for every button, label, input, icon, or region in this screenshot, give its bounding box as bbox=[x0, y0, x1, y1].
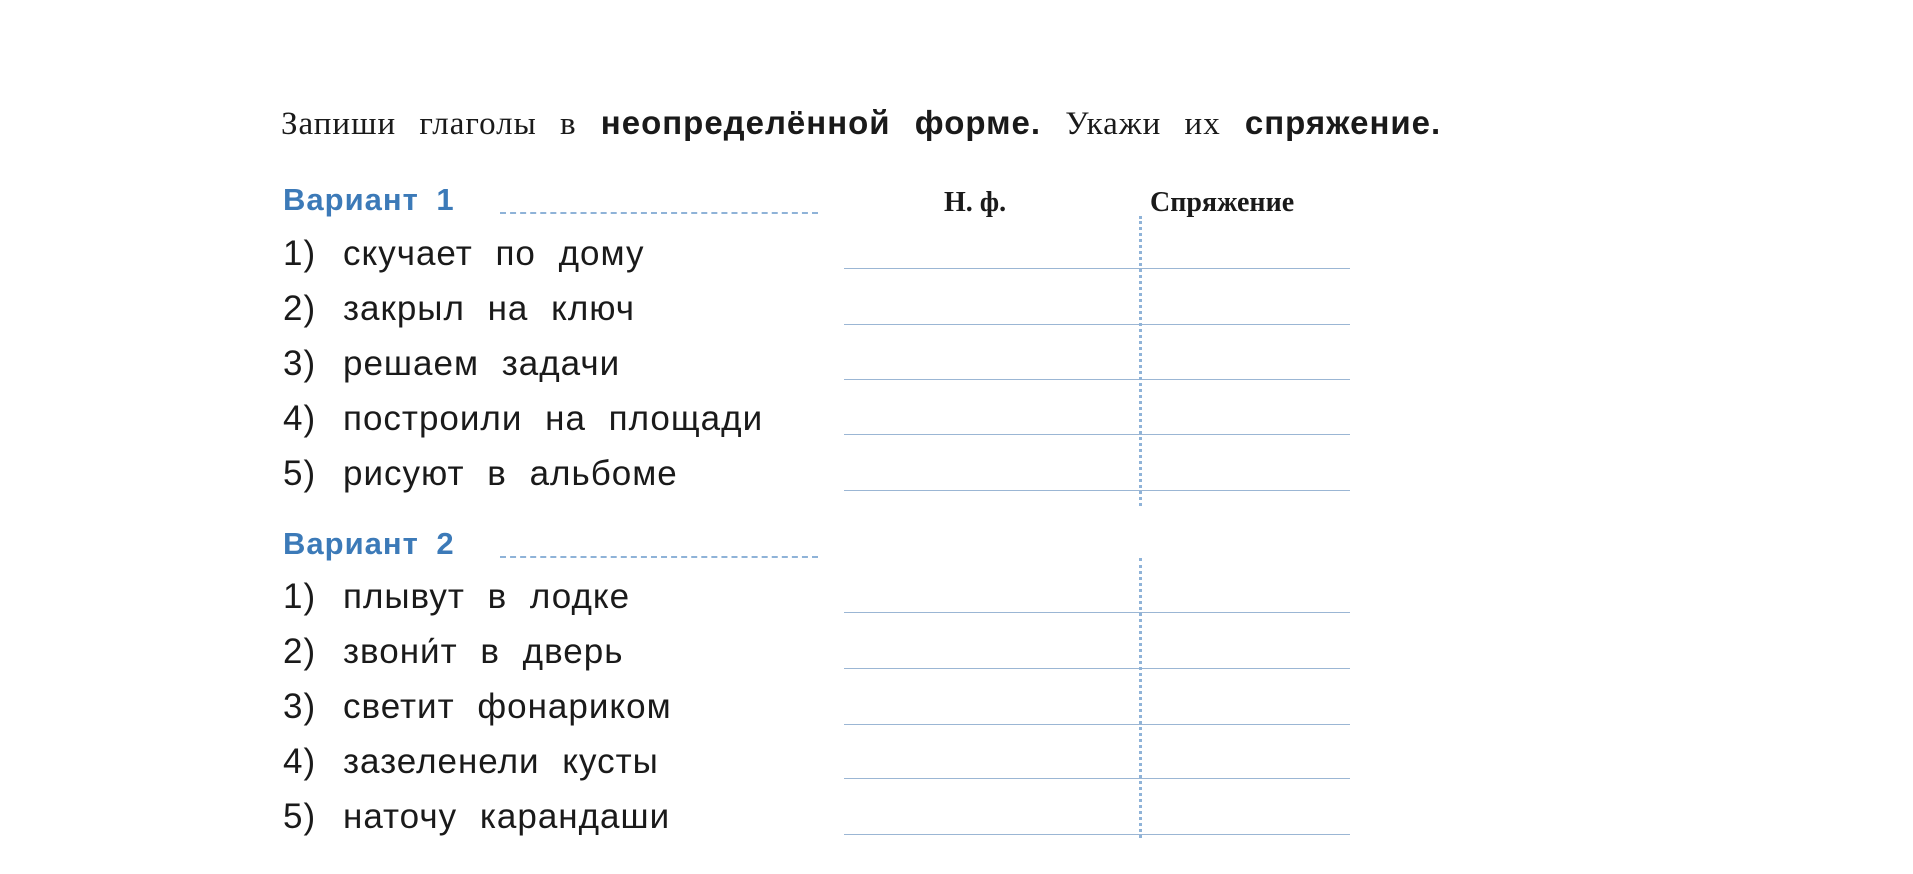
answer-line[interactable] bbox=[844, 778, 1350, 779]
item-text: наточу карандаши bbox=[343, 797, 671, 836]
variant-2-item-4 bbox=[283, 742, 659, 782]
column-divider-dotted bbox=[1139, 558, 1142, 838]
item-number: 5) bbox=[283, 797, 317, 836]
item-text: скучает по дому bbox=[343, 234, 645, 273]
variant-1-item-1 bbox=[283, 234, 644, 274]
variant-2-item-5 bbox=[283, 797, 670, 837]
item-text: рисуют в альбоме bbox=[343, 454, 678, 493]
instruction-text bbox=[281, 104, 1441, 143]
item-number: 5) bbox=[283, 454, 317, 493]
answer-line[interactable] bbox=[844, 434, 1350, 435]
item-number: 3) bbox=[283, 687, 317, 726]
variant-1-item-2 bbox=[283, 289, 635, 329]
item-text: построили на площади bbox=[343, 399, 764, 438]
item-number: 2) bbox=[283, 632, 317, 671]
variant-1-dashed-line bbox=[500, 212, 818, 214]
answer-line[interactable] bbox=[844, 268, 1350, 269]
item-text: закрыл на ключ bbox=[343, 289, 635, 328]
instruction-bold-form: неопределённой форме. bbox=[600, 104, 1042, 141]
item-number: 4) bbox=[283, 399, 317, 438]
variant-2-title: Вариант 2 bbox=[283, 526, 455, 561]
instruction-bold-conjugation: спряжение. bbox=[1244, 104, 1442, 141]
item-text: зазеленели кусты bbox=[343, 742, 659, 781]
answer-line[interactable] bbox=[844, 324, 1350, 325]
column-header-conjugation: Спряжение bbox=[1150, 187, 1295, 218]
variant-1-item-4 bbox=[283, 399, 763, 439]
variant-1-item-5 bbox=[283, 454, 678, 494]
item-number: 1) bbox=[283, 577, 317, 616]
variant-2-item-2 bbox=[283, 632, 623, 672]
item-text: звони́т в дверь bbox=[343, 632, 624, 671]
column-divider-dotted bbox=[1139, 216, 1142, 506]
variant-1-item-3 bbox=[283, 344, 620, 384]
item-text: светит фонариком bbox=[343, 687, 672, 726]
item-text: плывут в лодке bbox=[343, 577, 631, 616]
answer-line[interactable] bbox=[844, 490, 1350, 491]
answer-line[interactable] bbox=[844, 379, 1350, 380]
instruction-part1: Запиши глаголы в bbox=[281, 106, 577, 142]
item-number: 4) bbox=[283, 742, 317, 781]
variant-2-item-3 bbox=[283, 687, 672, 727]
variant-2-dashed-line bbox=[500, 556, 818, 558]
answer-line[interactable] bbox=[844, 724, 1350, 725]
instruction-part2: Укажи их bbox=[1065, 106, 1221, 142]
column-header-nf: Н. ф. bbox=[944, 187, 1007, 218]
item-number: 2) bbox=[283, 289, 317, 328]
variant-1-title: Вариант 1 bbox=[283, 182, 455, 217]
answer-line[interactable] bbox=[844, 834, 1350, 835]
answer-line[interactable] bbox=[844, 612, 1350, 613]
item-text: решаем задачи bbox=[343, 344, 621, 383]
answer-line[interactable] bbox=[844, 668, 1350, 669]
variant-2-item-1 bbox=[283, 577, 630, 617]
item-number: 1) bbox=[283, 234, 317, 273]
item-number: 3) bbox=[283, 344, 317, 383]
